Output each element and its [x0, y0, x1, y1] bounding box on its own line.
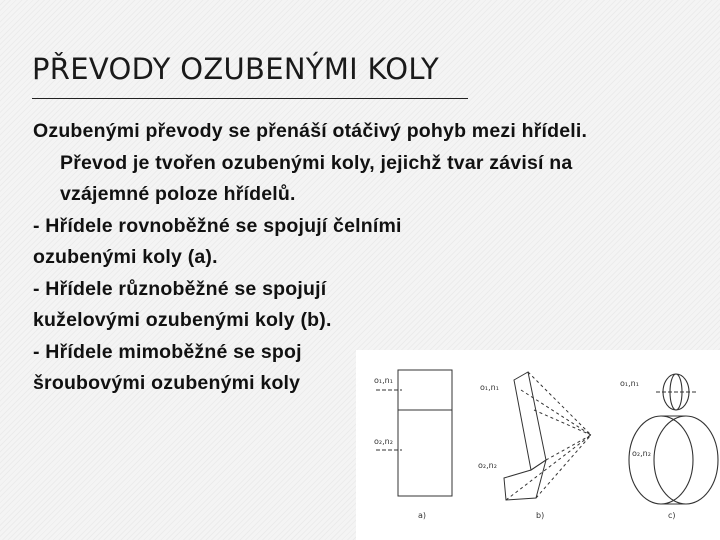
spur-gear-bottom	[398, 410, 452, 496]
helical-gears-drawing	[629, 374, 718, 504]
gear-diagram	[356, 350, 720, 540]
helical-gear-large-front	[629, 416, 693, 504]
bevel-cone-line	[546, 435, 591, 460]
helical-label-top: o₁,n₁	[620, 379, 639, 388]
caption-b: b)	[536, 511, 545, 520]
helical-gear-large-back	[654, 416, 718, 504]
bevel-label-top: o₁,n₁	[480, 383, 499, 392]
helical-label-bottom: o₂,n₂	[632, 449, 651, 458]
text-line: kuželovými ozubenými koly (b).	[33, 309, 332, 331]
paragraph-intro	[33, 116, 703, 211]
text-line: - Hřídele rovnoběžné se spojují čelními	[33, 214, 402, 237]
gear-figure-panel	[356, 350, 720, 540]
spur-label-bottom: o₂,n₂	[374, 437, 393, 446]
spur-label-top: o₁,n₁	[374, 376, 393, 385]
slide-title: PŘEVODY OZUBENÝMI KOLY	[32, 52, 440, 86]
text-line: Převod je tvořen ozubenými koly, jejichž tvar závisí na	[60, 151, 573, 174]
bevel-gears-drawing	[504, 372, 591, 500]
text-line: - Hřídele mimoběžné se spoj	[33, 340, 302, 363]
text-line: vzájemné poloze hřídelů.	[60, 183, 296, 205]
bevel-gear-lower	[504, 460, 546, 500]
bevel-cone-line	[528, 372, 591, 435]
bevel-cone-line	[506, 435, 591, 500]
text-line: ozubenými koly (a).	[33, 246, 218, 268]
spur-gears-drawing	[376, 370, 452, 496]
caption-a: a)	[418, 511, 427, 520]
text-line: - Hřídele různoběžné se spojují	[33, 277, 327, 300]
caption-c: c)	[668, 511, 676, 520]
paragraph-parallel-shafts	[33, 211, 703, 274]
bevel-cone-line	[521, 390, 591, 435]
bevel-cone-line	[534, 410, 591, 435]
bevel-label-bottom: o₂,n₂	[478, 461, 497, 470]
bevel-gear-upper	[514, 372, 546, 470]
title-underline	[32, 98, 468, 99]
text-line: Ozubenými převody se přenáší otáčivý pohyb mezi hřídeli.	[33, 120, 588, 142]
text-line: šroubovými ozubenými koly	[33, 372, 301, 394]
spur-gear-top	[398, 370, 452, 410]
paragraph-intersecting-shafts	[33, 274, 703, 337]
